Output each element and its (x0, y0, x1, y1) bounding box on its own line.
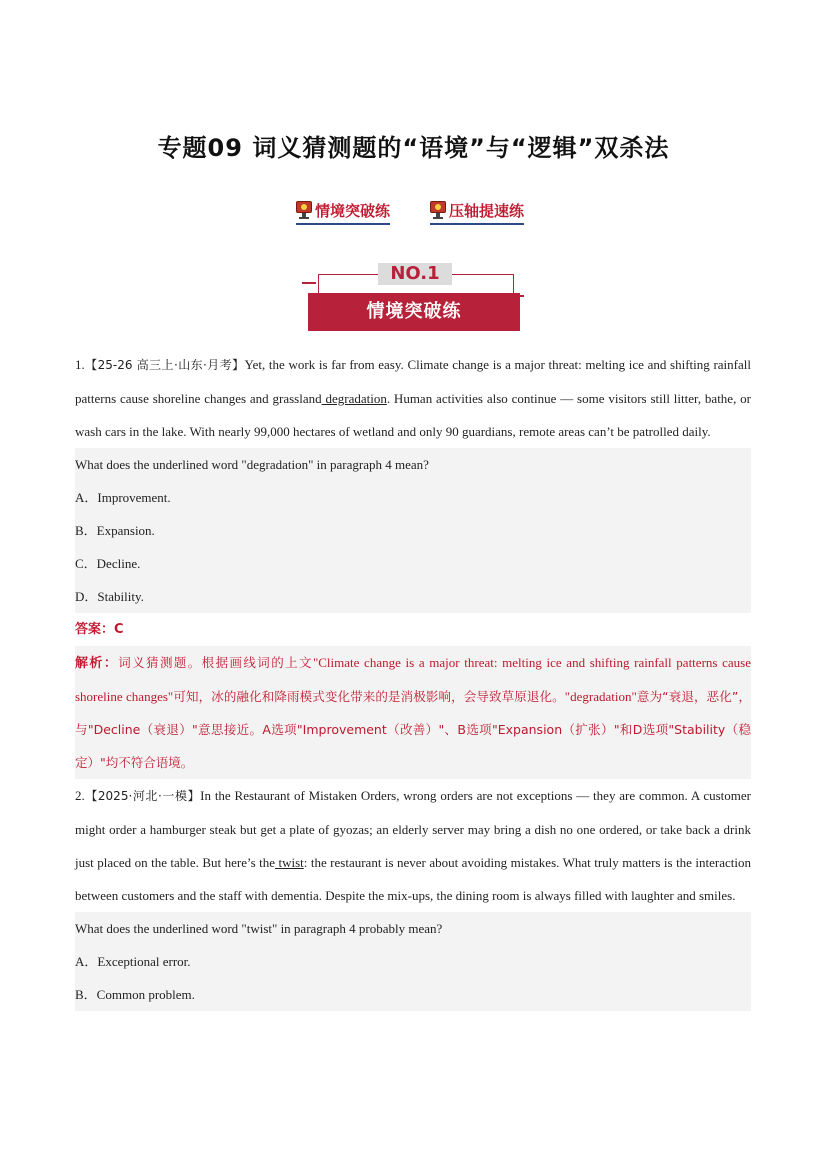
q1-question: What does the underlined word "degradation" in paragraph 4 mean? (75, 457, 429, 472)
q1-analysis: 解析：词义猜测题。根据画线词的上文"Climate change is a major threat: melting ice and shifting rainfall patterns cause shoreline changes"可知，冰的融化和降雨模式变化带来的是消极影响，会导致草原退化。"degradation"意为“衰退，恶化”，与"Decline（衰退）"意思接近。A选项"Improvement（改善）"、B选项"Expansion（扩张）"和D选项"Stability（稳定）"均不符合语境。 (75, 646, 751, 779)
q1-passage-a: Yet, the work is far from easy. Climate change is a major threat: melting ice and shifting rainfall patterns cause shoreline changes and grassland (75, 357, 751, 406)
question-content (75, 348, 751, 1011)
q2-number: 2. (75, 788, 85, 803)
q2-underlined-word: twist (275, 855, 304, 870)
q1-number: 1. (75, 357, 85, 372)
section-name: 情境突破练 (308, 293, 520, 331)
analysis-label: 解析： (75, 656, 119, 671)
nav-link-label: 情境突破练 (315, 201, 391, 220)
q2-passage-b: : the restaurant is never about avoiding mistakes. What truly matters is the interaction between customers and the staff with dementia. Despite the mix-ups, the dining room is always filled with laughter and smiles. (75, 855, 751, 903)
page-title: 专题09 词义猜测题的“语境”与“逻辑”双杀法 (157, 134, 670, 162)
q2-option-b: B．Common problem. (75, 987, 195, 1002)
q1-source: 【25-26 高三上·山东·月考】 (84, 358, 245, 372)
section-badge (302, 262, 524, 332)
monitor-icon (430, 201, 446, 219)
q1-passage-b: . Human activities also continue — some visitors still litter, bathe, or wash cars in the lake. With nearly 99,000 hectares of wetland and only 90 guardians, remote areas can’t be patrolled daily. (75, 391, 751, 439)
q1-answer (75, 613, 751, 646)
q2-passage (75, 779, 751, 912)
q1-option-b: B．Expansion. (75, 523, 155, 538)
nav-link-label: 压轴提速练 (449, 201, 525, 220)
q1-passage (75, 348, 751, 448)
q1-option-a: A．Improvement. (75, 490, 171, 505)
q1-underlined-word: degradation (321, 391, 387, 406)
monitor-icon (296, 201, 312, 219)
q2-passage-a: In the Restaurant of Mistaken Orders, wrong orders are not exceptions — they are common. A customer might order a hamburger steak but get a plate of gyozas; an elderly server may bring a dish no one ordered, or take back a drink just placed on the table. But here’s the (75, 788, 751, 870)
answer-label: 答案： (75, 622, 115, 637)
nav-link-speed-practice[interactable] (430, 198, 524, 225)
q1-option-d: D．Stability. (75, 589, 144, 604)
q2-question-block (75, 912, 751, 1011)
q2-question: What does the underlined word "twist" in paragraph 4 probably mean? (75, 921, 443, 936)
q1-question-block (75, 448, 751, 613)
answer-value: C (114, 622, 124, 637)
section-nav (0, 198, 827, 226)
q2-option-a: A．Exceptional error. (75, 954, 191, 969)
nav-link-situational-practice[interactable] (296, 198, 390, 225)
q1-option-c: C．Decline. (75, 556, 141, 571)
q2-source: 【2025·河北·一模】 (84, 789, 201, 803)
section-number: NO.1 (378, 263, 452, 285)
